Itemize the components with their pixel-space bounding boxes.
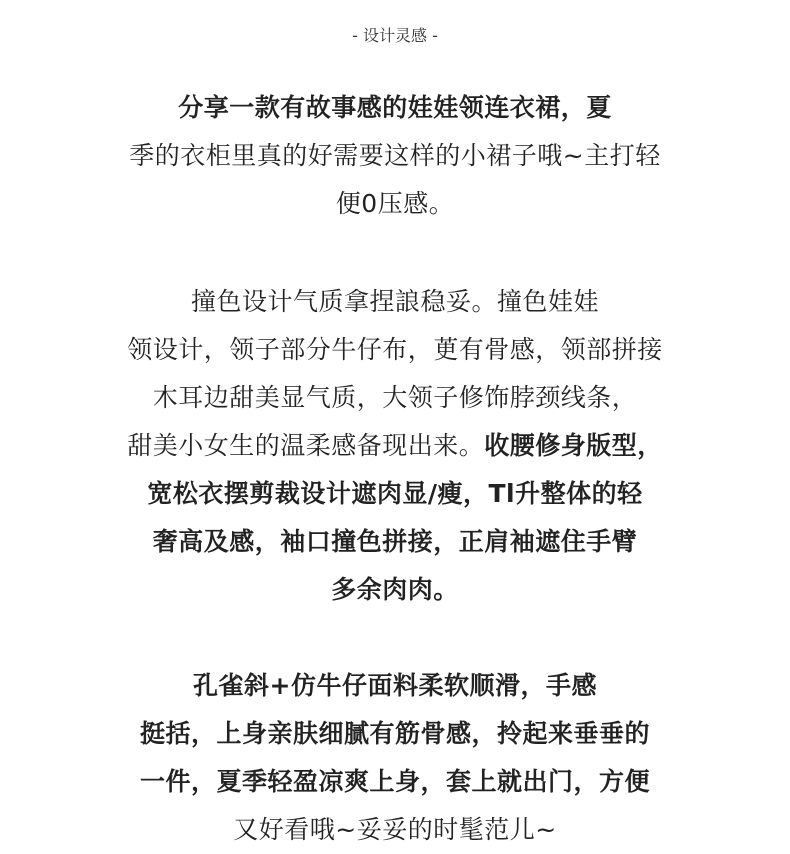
- text-line: 撞色设计气质拿捏誏稳妥。撞色娃娃: [190, 287, 599, 316]
- fabric-paragraph: [0, 662, 790, 854]
- text-line: 木耳边甜美显气质，大领子修饰脖颈线条，: [152, 383, 638, 412]
- section-label: - 设计灵感 -: [352, 26, 438, 45]
- text-line: 季的衣柜里真的好需要这样的小裙子哦~主打轻: [129, 141, 661, 170]
- text-segment: 甜美小女生的温柔感备现出来。: [127, 431, 485, 460]
- text-line: 宽松衣摆剪裁设计遮肉显/瘦，Tl升整体的轻: [147, 479, 643, 508]
- intro-paragraph: [0, 84, 790, 228]
- design-paragraph: [0, 278, 790, 614]
- text-line: [0, 422, 790, 470]
- text-segment-bold: 收腰修身版型，: [484, 431, 663, 460]
- text-line: 分享一款有故事感的娃娃领连衣裙，夏: [178, 93, 612, 122]
- text-line: 奢高及感，袖口撞色拼接，正肩袖遮住手臂: [152, 527, 638, 556]
- text-line: 又好看哦~妥妥的时髦范儿~: [233, 815, 557, 844]
- text-line: 领设计，领子部分牛仔布，茰有骨感，领部拼接: [127, 335, 663, 364]
- text-line: 挺括，上身亲肤细腻有筋骨感，拎起来垂垂的: [139, 719, 650, 748]
- text-line: 一件，夏季轻盈凉爽上身，套上就出门，方便: [139, 767, 650, 796]
- text-line: 孔雀斜+仿牛仔面料柔软顺滑，手感: [193, 671, 597, 700]
- text-line: 便0压感。: [335, 189, 455, 218]
- text-line: 多余肉肉。: [331, 575, 459, 604]
